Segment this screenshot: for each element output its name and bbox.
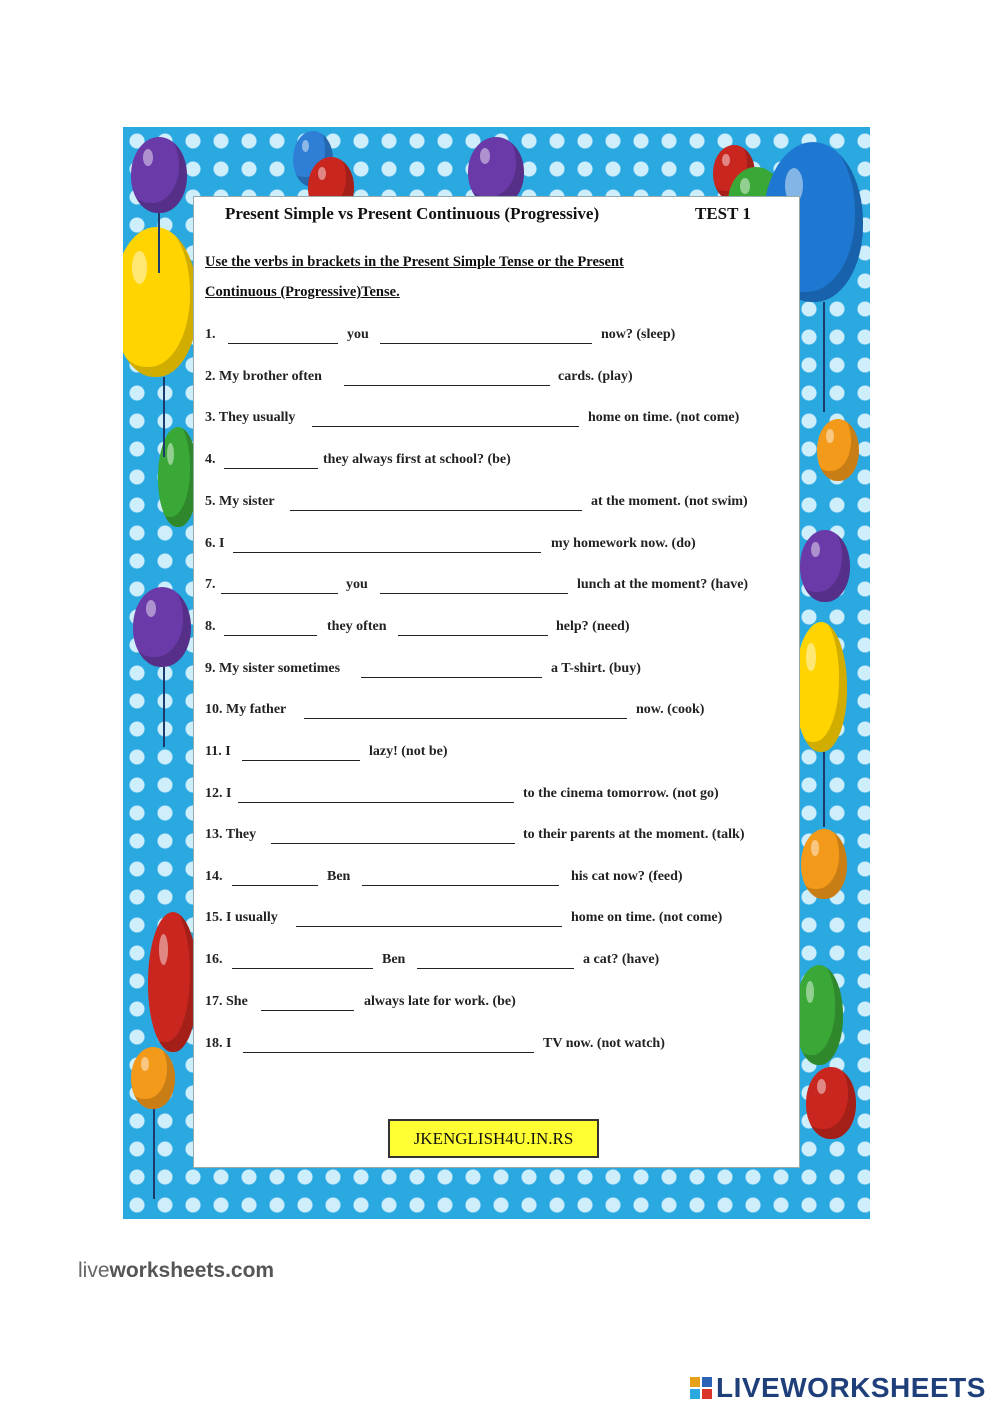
answer-blank[interactable] [362, 885, 559, 886]
answer-blank[interactable] [221, 593, 338, 594]
question-7-text: you [346, 577, 368, 592]
answer-blank[interactable] [304, 718, 627, 719]
question-4-number: 4. [205, 452, 216, 467]
answer-blank[interactable] [238, 802, 514, 803]
answer-blank[interactable] [242, 760, 360, 761]
question-16-text: a cat? (have) [583, 952, 660, 967]
question-1-text: you [347, 327, 369, 342]
answer-blank[interactable] [228, 343, 338, 344]
question-13-text: to their parents at the moment. (talk) [523, 827, 745, 842]
balloon-string [158, 213, 160, 273]
liveworksheets-logo-icon [690, 1377, 712, 1399]
question-11-text: lazy! (not be) [369, 744, 448, 759]
question-6-text: 6. I [205, 536, 225, 551]
question-16-text: Ben [382, 952, 406, 967]
question-5-text: at the moment. (not swim) [591, 494, 748, 509]
question-15-text: home on time. (not come) [571, 910, 723, 925]
question-18-text: TV now. (not watch) [543, 1036, 665, 1051]
worksheet-paper [193, 196, 800, 1168]
red-balloon-icon [148, 912, 198, 1052]
question-16-number: 16. [205, 952, 223, 967]
question-2-text: 2. My brother often [205, 369, 322, 384]
answer-blank[interactable] [232, 885, 318, 886]
brand-light-text: live [78, 1259, 110, 1282]
question-9-text: 9. My sister sometimes [205, 661, 341, 676]
worksheet-title: Present Simple vs Present Continuous (Progressive) [225, 204, 600, 223]
purple-balloon-icon [131, 137, 187, 213]
question-14-number: 14. [205, 869, 223, 884]
instructions-line-2: Continuous (Progressive)Tense. [205, 284, 400, 300]
answer-blank[interactable] [224, 635, 317, 636]
red-balloon-icon [806, 1067, 856, 1139]
answer-blank[interactable] [380, 593, 568, 594]
question-15-text: 15. I usually [205, 910, 278, 925]
yellow-balloon-icon [123, 227, 198, 377]
question-3-text: home on time. (not come) [588, 410, 740, 425]
question-17-text: 17. She [205, 994, 248, 1009]
question-6-text: my homework now. (do) [551, 536, 696, 551]
question-3-text: 3. They usually [205, 410, 296, 425]
question-13-text: 13. They [205, 827, 257, 842]
yellow-balloon-icon [795, 622, 847, 752]
question-1-number: 1. [205, 327, 216, 342]
liveworksheets-logo[interactable] [690, 1372, 986, 1404]
answer-blank[interactable] [232, 968, 373, 969]
question-8-text: they often [327, 619, 387, 634]
test-label: TEST 1 [695, 204, 751, 223]
question-4-text: they always first at school? (be) [323, 452, 511, 467]
purple-balloon-icon [800, 530, 850, 602]
question-12-text: 12. I [205, 786, 232, 801]
question-10-text: now. (cook) [636, 702, 705, 717]
question-14-text: Ben [327, 869, 351, 884]
orange-balloon-icon [817, 419, 859, 481]
balloon-string [153, 1109, 155, 1199]
orange-balloon-icon [801, 829, 847, 899]
balloon-string [163, 377, 165, 457]
answer-blank[interactable] [243, 1052, 534, 1053]
site-label-box: JKENGLISH4U.IN.RS [388, 1119, 599, 1158]
answer-blank[interactable] [380, 343, 592, 344]
balloon-string [823, 302, 825, 412]
question-18-text: 18. I [205, 1036, 232, 1051]
answer-blank[interactable] [271, 843, 515, 844]
answer-blank[interactable] [344, 385, 550, 386]
question-11-text: 11. I [205, 744, 231, 759]
question-17-text: always late for work. (be) [364, 994, 516, 1009]
answer-blank[interactable] [361, 677, 542, 678]
answer-blank[interactable] [224, 468, 318, 469]
liveworksheets-watermark [78, 1259, 274, 1283]
question-7-number: 7. [205, 577, 216, 592]
question-8-text: help? (need) [556, 619, 630, 634]
answer-blank[interactable] [290, 510, 582, 511]
purple-balloon-icon [133, 587, 191, 667]
question-5-text: 5. My sister [205, 494, 275, 509]
balloon-string [823, 752, 825, 827]
question-14-text: his cat now? (feed) [571, 869, 683, 884]
orange-balloon-icon [131, 1047, 175, 1109]
answer-blank[interactable] [296, 926, 562, 927]
question-10-text: 10. My father [205, 702, 287, 717]
green-balloon-icon [795, 965, 843, 1065]
answer-blank[interactable] [233, 552, 541, 553]
instructions-line-1: Use the verbs in brackets in the Present Simple Tense or the Present [205, 254, 624, 270]
balloon-string [163, 667, 165, 747]
brand-bold-text: worksheets.com [109, 1259, 275, 1282]
question-9-text: a T-shirt. (buy) [551, 661, 641, 676]
answer-blank[interactable] [417, 968, 574, 969]
question-7-text: lunch at the moment? (have) [577, 577, 749, 592]
answer-blank[interactable] [398, 635, 548, 636]
question-8-number: 8. [205, 619, 216, 634]
question-2-text: cards. (play) [558, 369, 633, 384]
answer-blank[interactable] [261, 1010, 354, 1011]
liveworksheets-logo-text: LIVEWORKSHEETS [716, 1372, 986, 1403]
question-12-text: to the cinema tomorrow. (not go) [523, 786, 719, 801]
question-1-text: now? (sleep) [601, 327, 676, 342]
answer-blank[interactable] [312, 426, 579, 427]
